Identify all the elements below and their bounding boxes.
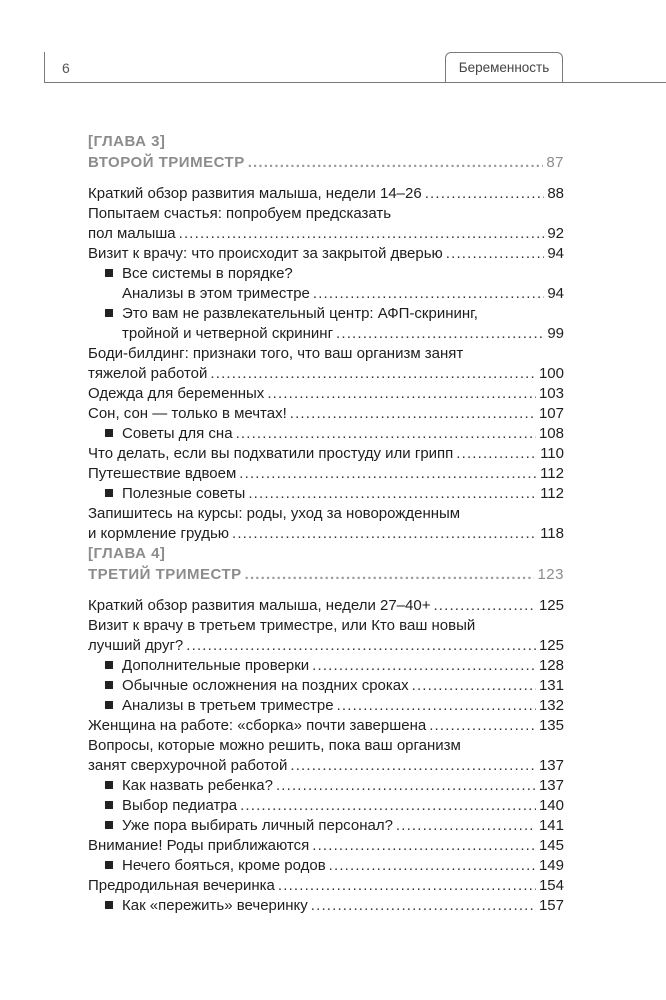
chapter-spacer — [88, 174, 564, 184]
entry-text: Внимание! Роды приближаются — [88, 837, 310, 854]
dot-leader — [337, 696, 536, 716]
dot-leader — [276, 776, 536, 796]
dot-leader — [179, 224, 545, 244]
entry-page-number: 94 — [547, 245, 564, 262]
toc-entry-line — [88, 184, 564, 204]
entry-page-number: 118 — [540, 525, 564, 542]
entry-text: Анализы в этом триместре — [122, 285, 310, 302]
toc-entry-line — [88, 524, 564, 544]
square-bullet-icon — [105, 309, 113, 317]
square-bullet-icon — [105, 701, 113, 709]
toc-subentry-line — [88, 676, 564, 696]
entry-text: Все системы в порядке? — [122, 265, 293, 282]
entry-text: Советы для сна — [122, 425, 233, 442]
entry-page-number: 141 — [538, 817, 564, 834]
toc-subentry-line — [88, 304, 564, 324]
entry-page-number: 128 — [538, 657, 564, 674]
entry-text: Визит к врачу в третьем триместре, или Кто ваш новый — [88, 617, 476, 634]
entry-text: пол малыша — [88, 225, 176, 242]
book-title-tab: Беременность — [445, 52, 563, 82]
toc-entry-line — [88, 244, 564, 264]
dot-leader — [456, 444, 537, 464]
entry-text: Как «пережить» вечеринку — [122, 897, 308, 914]
entry-text: Краткий обзор развития малыша, недели 27–40+ — [88, 597, 431, 614]
dot-leader — [248, 152, 544, 174]
toc-entry-line — [88, 404, 564, 424]
toc-entry-line — [88, 444, 564, 464]
entry-text: Полезные советы — [122, 485, 246, 502]
entry-text: занят сверхурочной работой — [88, 757, 288, 774]
dot-leader — [311, 896, 536, 916]
entry-text: Женщина на работе: «сборка» почти завершена — [88, 717, 427, 734]
entry-page-number: 131 — [538, 677, 564, 694]
entry-text: Выбор педиатра — [122, 797, 238, 814]
toc-subentry-line — [88, 424, 564, 444]
toc-entry-line — [88, 756, 564, 776]
toc-entry-line — [88, 224, 564, 244]
entry-text: Путешествие вдвоем — [88, 465, 237, 482]
entry-text: Анализы в третьем триместре — [122, 697, 334, 714]
entry-page-number: 103 — [538, 385, 564, 402]
entry-page-number: 112 — [540, 465, 564, 482]
toc-subentry-line — [88, 484, 564, 504]
entry-text: Сон, сон — только в мечтах! — [88, 405, 287, 422]
dot-leader — [312, 656, 536, 676]
header-rule — [44, 82, 666, 83]
entry-page-number: 88 — [547, 185, 564, 202]
entry-text: Нечего бояться, кроме родов — [122, 857, 326, 874]
entry-page-number: 154 — [538, 877, 564, 894]
toc-subentry-line — [88, 696, 564, 716]
chapter-title-row — [88, 152, 564, 174]
square-bullet-icon — [105, 821, 113, 829]
chapter-page-number: 87 — [546, 154, 564, 171]
square-bullet-icon — [105, 801, 113, 809]
toc-entry-line — [88, 876, 564, 896]
dot-leader — [312, 836, 536, 856]
entry-page-number: 110 — [540, 445, 564, 462]
dot-leader — [210, 364, 536, 384]
entry-page-number: 132 — [538, 697, 564, 714]
entry-page-number: 157 — [538, 897, 564, 914]
toc-entry-line — [88, 836, 564, 856]
entry-text: Уже пора выбирать личный персонал? — [122, 817, 393, 834]
dot-leader — [433, 596, 536, 616]
dot-leader — [446, 244, 545, 264]
entry-page-number: 137 — [538, 757, 564, 774]
entry-text: Вопросы, которые можно решить, пока ваш организм — [88, 737, 461, 754]
toc-entry-line — [88, 504, 564, 524]
entry-text: Это вам не развлекательный центр: АФП-скрининг, — [122, 305, 478, 322]
dot-leader — [429, 716, 536, 736]
entry-text: Визит к врачу: что происходит за закрытой дверью — [88, 245, 443, 262]
entry-text: Предродильная вечеринка — [88, 877, 275, 894]
dot-leader — [278, 876, 536, 896]
toc-subentry-line — [88, 856, 564, 876]
entry-text: тяжелой работой — [88, 365, 208, 382]
entry-page-number: 145 — [538, 837, 564, 854]
entry-text: Краткий обзор развития малыша, недели 14–26 — [88, 185, 422, 202]
square-bullet-icon — [105, 901, 113, 909]
chapter-label: [ГЛАВА 3] — [88, 133, 166, 150]
entry-text: тройной и четверной скрининг — [122, 325, 334, 342]
dot-leader — [329, 856, 536, 876]
toc-subentry-line — [88, 284, 564, 304]
page-number: 6 — [62, 60, 70, 76]
entry-text: Боди-билдинг: признаки того, что ваш организм занят — [88, 345, 464, 362]
toc-entry-line — [88, 344, 564, 364]
chapter-title-row — [88, 564, 564, 586]
entry-page-number: 99 — [547, 325, 564, 342]
toc-subentry-line — [88, 324, 564, 344]
dot-leader — [267, 384, 536, 404]
dot-leader — [239, 464, 537, 484]
square-bullet-icon — [105, 781, 113, 789]
dot-leader — [232, 524, 537, 544]
square-bullet-icon — [105, 269, 113, 277]
entry-text: лучший друг? — [88, 637, 184, 654]
entry-text: Что делать, если вы подхватили простуду или грипп — [88, 445, 454, 462]
entry-text: Дополнительные проверки — [122, 657, 310, 674]
toc-entry-line — [88, 736, 564, 756]
entry-text: Запишитесь на курсы: роды, уход за новорожденным — [88, 505, 461, 522]
chapter-page-number: 123 — [537, 566, 564, 583]
dot-leader — [186, 636, 536, 656]
entry-text: и кормление грудью — [88, 525, 230, 542]
square-bullet-icon — [105, 489, 113, 497]
toc-entry-line — [88, 716, 564, 736]
entry-page-number: 149 — [538, 857, 564, 874]
toc-subentry-line — [88, 776, 564, 796]
entry-page-number: 125 — [538, 597, 564, 614]
dot-leader — [313, 284, 544, 304]
chapter-title: ВТОРОЙ ТРИМЕСТР — [88, 154, 245, 171]
dot-leader — [290, 756, 536, 776]
entry-page-number: 125 — [538, 637, 564, 654]
entry-page-number: 94 — [547, 285, 564, 302]
dot-leader — [245, 564, 535, 586]
dot-leader — [425, 184, 545, 204]
chapter-spacer — [88, 586, 564, 596]
entry-page-number: 108 — [538, 425, 564, 442]
dot-leader — [396, 816, 536, 836]
entry-text: Как назвать ребенка? — [122, 777, 273, 794]
toc-entry-line — [88, 636, 564, 656]
square-bullet-icon — [105, 681, 113, 689]
entry-page-number: 112 — [540, 485, 564, 502]
chapter-label: [ГЛАВА 4] — [88, 545, 166, 562]
toc-subentry-line — [88, 896, 564, 916]
toc-entry-line — [88, 616, 564, 636]
dot-leader — [248, 484, 537, 504]
entry-page-number: 107 — [538, 405, 564, 422]
entry-text: Обычные осложнения на поздних сроках — [122, 677, 409, 694]
dot-leader — [290, 404, 536, 424]
toc-entry-line — [88, 204, 564, 224]
header-divider — [44, 52, 45, 83]
toc-entry-line — [88, 364, 564, 384]
dot-leader — [412, 676, 536, 696]
entry-text: Одежда для беременных — [88, 385, 265, 402]
toc-subentry-line — [88, 796, 564, 816]
entry-page-number: 92 — [547, 225, 564, 242]
entry-text: Попытаем счастья: попробуем предсказать — [88, 205, 392, 222]
toc-chapter-3 — [88, 132, 564, 544]
square-bullet-icon — [105, 429, 113, 437]
entry-page-number: 137 — [538, 777, 564, 794]
toc-entry-line — [88, 464, 564, 484]
toc-subentry-line — [88, 816, 564, 836]
chapter-title: ТРЕТИЙ ТРИМЕСТР — [88, 566, 242, 583]
entry-page-number: 140 — [538, 797, 564, 814]
dot-leader — [336, 324, 544, 344]
dot-leader — [236, 424, 536, 444]
toc-entry-line — [88, 384, 564, 404]
entry-page-number: 100 — [538, 365, 564, 382]
toc-chapter-4 — [88, 544, 564, 916]
square-bullet-icon — [105, 661, 113, 669]
entry-page-number: 135 — [538, 717, 564, 734]
toc-subentry-line — [88, 264, 564, 284]
dot-leader — [240, 796, 536, 816]
toc-entry-line — [88, 596, 564, 616]
square-bullet-icon — [105, 861, 113, 869]
toc-subentry-line — [88, 656, 564, 676]
